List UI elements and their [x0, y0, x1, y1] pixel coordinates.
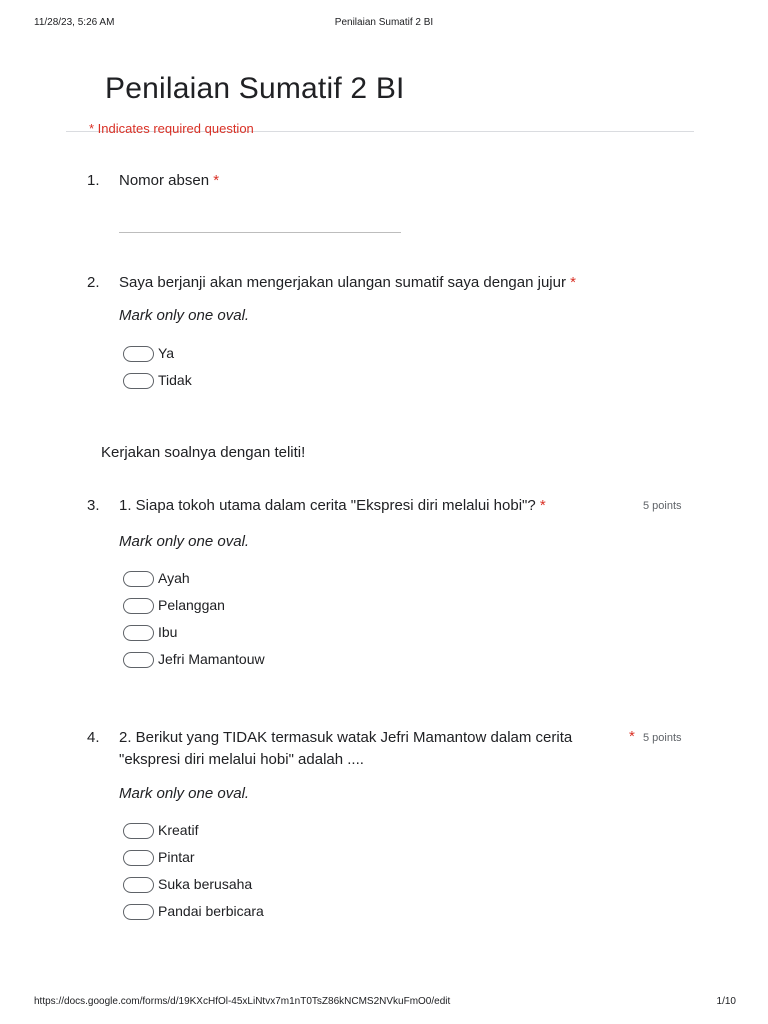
short-answer-field[interactable] — [119, 232, 401, 233]
oval-radio[interactable] — [123, 625, 154, 641]
option-label: Tidak — [158, 372, 192, 388]
required-star: * — [539, 497, 546, 514]
question-text — [119, 272, 576, 294]
option-label: Ayah — [158, 570, 190, 586]
option-label: Kreatif — [158, 822, 199, 838]
required-star: * — [213, 172, 220, 189]
oval-radio[interactable] — [123, 652, 154, 668]
oval-radio[interactable] — [123, 346, 154, 362]
question-text — [119, 727, 572, 771]
points-label: 5 points — [643, 500, 682, 512]
question-label-line1: 2. Berikut yang TIDAK termasuk watak Jefri Mamantow dalam cerita — [119, 729, 573, 746]
print-page-number: 1/10 — [716, 996, 736, 1007]
oval-radio[interactable] — [123, 904, 154, 920]
option-label: Pelanggan — [158, 597, 225, 613]
option-label: Jefri Mamantouw — [158, 651, 265, 667]
question-label: 1. Siapa tokoh utama dalam cerita "Ekspresi diri melalui hobi"? — [119, 497, 536, 514]
question-number: 4. — [87, 729, 100, 746]
option-label: Pandai berbicara — [158, 903, 264, 919]
question-hint: Mark only one oval. — [119, 307, 250, 324]
oval-radio[interactable] — [123, 850, 154, 866]
option-label: Pintar — [158, 849, 195, 865]
question-number: 2. — [87, 274, 100, 291]
oval-radio[interactable] — [123, 571, 154, 587]
option-label: Suka berusaha — [158, 876, 253, 892]
required-star: * — [570, 274, 576, 291]
oval-radio[interactable] — [123, 877, 154, 893]
required-note: * Indicates required question — [89, 121, 254, 136]
question-text — [119, 170, 219, 192]
oval-radio[interactable] — [123, 598, 154, 614]
oval-radio[interactable] — [123, 373, 154, 389]
print-doc-title: Penilaian Sumatif 2 BI — [334, 17, 434, 28]
question-hint: Mark only one oval. — [119, 785, 250, 802]
section-description: Kerjakan soalnya dengan teliti! — [101, 444, 306, 461]
option-label: Ya — [158, 345, 175, 361]
question-number: 3. — [87, 497, 100, 514]
oval-radio[interactable] — [123, 823, 154, 839]
question-number: 1. — [87, 172, 100, 189]
required-star: * — [629, 728, 635, 745]
option-label: Ibu — [158, 624, 178, 640]
form-title: Penilaian Sumatif 2 BI — [105, 72, 405, 105]
question-text — [119, 495, 546, 517]
question-label: Nomor absen — [119, 172, 210, 189]
question-label-line2: "ekspresi diri melalui hobi" adalah .... — [119, 751, 364, 768]
print-datetime: 11/28/23, 5:26 AM — [34, 17, 115, 28]
points-label: 5 points — [643, 732, 682, 744]
print-url: https://docs.google.com/forms/d/19KXcHfOl-45xLiNtvx7m1nT0TsZ86kNCMS2NVkuFmO0/edit — [34, 996, 451, 1007]
question-hint: Mark only one oval. — [119, 533, 250, 550]
question-label: Saya berjanji akan mengerjakan ulangan sumatif saya dengan jujur — [119, 274, 566, 291]
